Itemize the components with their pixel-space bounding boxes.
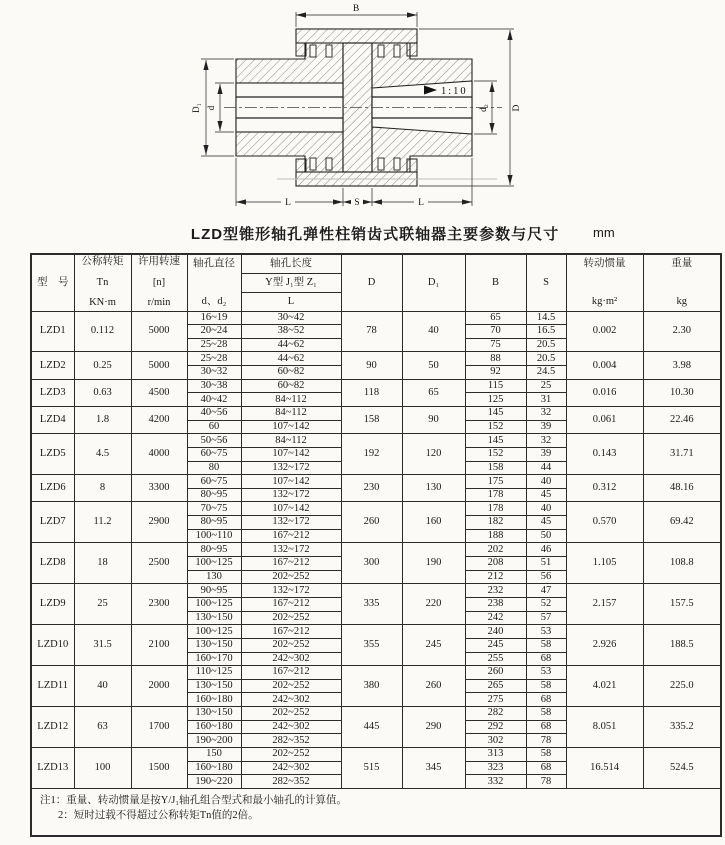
cell-bore-diameter: 25~28: [187, 352, 241, 366]
cell-bore-diameter: 30~38: [187, 379, 241, 393]
cell-B: 292: [465, 720, 526, 734]
cell-torque: 1.8: [74, 406, 131, 433]
cell-speed: 4500: [131, 379, 187, 406]
cell-inertia: 1.105: [566, 543, 643, 584]
cell-bore-diameter: 50~56: [187, 434, 241, 448]
cell-model: LZD10: [31, 625, 74, 666]
cell-bore-diameter: 100~125: [187, 557, 241, 571]
cell-S: 53: [526, 625, 566, 639]
cell-S: 45: [526, 516, 566, 530]
cell-S: 68: [526, 761, 566, 775]
header-bore-length-types: Y型 J₁型 Z₁: [241, 273, 341, 292]
cell-bore-diameter: 40~42: [187, 393, 241, 407]
cell-bore-length: 282~352: [241, 775, 341, 789]
cell-weight: 188.5: [643, 625, 721, 666]
cell-weight: 31.71: [643, 434, 721, 475]
table-row: [31, 707, 721, 721]
cell-S: 39: [526, 447, 566, 461]
cell-speed: 2100: [131, 625, 187, 666]
cell-bore-length: 202~252: [241, 611, 341, 625]
header-inertia: [566, 254, 643, 311]
cell-D: 335: [341, 584, 402, 625]
cell-bore-diameter: 130~150: [187, 707, 241, 721]
cell-bore-length: 282~352: [241, 734, 341, 748]
cell-speed: 2000: [131, 666, 187, 707]
cell-model: LZD9: [31, 584, 74, 625]
cell-bore-length: 44~62: [241, 352, 341, 366]
dim-label-l-right: L: [418, 198, 424, 208]
cell-bore-diameter: 20~24: [187, 325, 241, 339]
cell-S: 31: [526, 393, 566, 407]
cell-model: LZD4: [31, 406, 74, 433]
page-title: LZD型锥形轴孔弹性柱销齿式联轴器主要参数与尺寸: [190, 226, 560, 243]
header-D: D: [341, 254, 402, 311]
cell-bore-length: 132~172: [241, 488, 341, 502]
cell-S: 58: [526, 638, 566, 652]
cell-B: 238: [465, 597, 526, 611]
header-torque-line1: 公称转矩: [81, 256, 124, 268]
cell-bore-length: 44~62: [241, 338, 341, 352]
header-S: S: [526, 254, 566, 311]
cell-inertia: 0.143: [566, 434, 643, 475]
dim-label-b: B: [352, 4, 360, 14]
table-body: [31, 311, 721, 788]
cell-B: 323: [465, 761, 526, 775]
cell-bore-length: 107~142: [241, 475, 341, 489]
cell-bore-diameter: 130~150: [187, 638, 241, 652]
cell-torque: 18: [74, 543, 131, 584]
cell-D1: 50: [402, 352, 465, 379]
header-inertia-line1: 转动惯量: [583, 257, 626, 269]
cell-bore-diameter: 150: [187, 748, 241, 762]
cell-torque: 0.25: [74, 352, 131, 379]
cell-torque: 8: [74, 475, 131, 502]
cell-D1: 120: [402, 434, 465, 475]
cell-bore-diameter: 110~125: [187, 666, 241, 680]
cell-bore-diameter: 90~95: [187, 584, 241, 598]
dim-label-d-bore: d: [206, 105, 216, 111]
title-row: [30, 223, 720, 245]
cell-bore-diameter: 60~75: [187, 475, 241, 489]
cell-B: 178: [465, 502, 526, 516]
cell-B: 302: [465, 734, 526, 748]
table-row: [31, 625, 721, 639]
cell-B: 175: [465, 475, 526, 489]
cell-bore-length: 167~212: [241, 625, 341, 639]
cell-S: 32: [526, 406, 566, 420]
cell-model: LZD13: [31, 748, 74, 789]
cell-weight: 225.0: [643, 666, 721, 707]
cell-model: LZD2: [31, 352, 74, 379]
cell-bore-diameter: 160~180: [187, 720, 241, 734]
cell-speed: 1500: [131, 748, 187, 789]
cell-B: 332: [465, 775, 526, 789]
cell-B: 240: [465, 625, 526, 639]
cell-D: 192: [341, 434, 402, 475]
cell-bore-length: 132~172: [241, 461, 341, 475]
cell-model: LZD11: [31, 666, 74, 707]
cell-B: 208: [465, 557, 526, 571]
cell-weight: 2.30: [643, 311, 721, 352]
cell-B: 70: [465, 325, 526, 339]
cell-D1: 345: [402, 748, 465, 789]
cell-B: 178: [465, 488, 526, 502]
cell-D: 380: [341, 666, 402, 707]
cell-bore-length: 242~302: [241, 693, 341, 707]
cell-S: 51: [526, 557, 566, 571]
header-weight: [643, 254, 721, 311]
cell-speed: 3300: [131, 475, 187, 502]
header-weight-line2: kg: [676, 295, 687, 307]
cell-bore-diameter: 80: [187, 461, 241, 475]
cell-weight: 22.46: [643, 406, 721, 433]
table-row: [31, 352, 721, 366]
cell-B: 275: [465, 693, 526, 707]
cell-S: 58: [526, 748, 566, 762]
cell-torque: 25: [74, 584, 131, 625]
dim-label-d-outer: D: [512, 104, 522, 112]
cell-bore-length: 202~252: [241, 570, 341, 584]
cell-S: 40: [526, 502, 566, 516]
cell-B: 92: [465, 366, 526, 380]
cell-weight: 69.42: [643, 502, 721, 543]
cell-bore-length: 107~142: [241, 420, 341, 434]
cell-D: 90: [341, 352, 402, 379]
cell-S: 50: [526, 529, 566, 543]
note-line-2: 2：短时过载不得超过公称转矩Tn值的2倍。: [58, 809, 259, 821]
cell-B: 152: [465, 420, 526, 434]
cell-S: 53: [526, 666, 566, 680]
cell-speed: 2300: [131, 584, 187, 625]
cell-S: 78: [526, 734, 566, 748]
cell-bore-diameter: 60: [187, 420, 241, 434]
cell-D1: 220: [402, 584, 465, 625]
cell-bore-length: 132~172: [241, 543, 341, 557]
header-bore-length-L: L: [241, 292, 341, 311]
cell-S: 58: [526, 679, 566, 693]
cell-bore-diameter: 100~110: [187, 529, 241, 543]
cell-speed: 5000: [131, 352, 187, 379]
cell-S: 68: [526, 693, 566, 707]
cell-speed: 1700: [131, 707, 187, 748]
cell-B: 212: [465, 570, 526, 584]
cell-bore-diameter: 160~180: [187, 761, 241, 775]
unit-label: mm: [593, 225, 615, 240]
cell-B: 115: [465, 379, 526, 393]
cell-bore-diameter: 130~150: [187, 611, 241, 625]
cell-torque: 11.2: [74, 502, 131, 543]
cell-torque: 63: [74, 707, 131, 748]
cell-B: 282: [465, 707, 526, 721]
cell-model: LZD5: [31, 434, 74, 475]
cell-B: 145: [465, 406, 526, 420]
cell-D: 78: [341, 311, 402, 352]
cell-B: 245: [465, 638, 526, 652]
cell-inertia: 0.016: [566, 379, 643, 406]
cell-S: 24.5: [526, 366, 566, 380]
cell-D1: 40: [402, 311, 465, 352]
cell-B: 145: [465, 434, 526, 448]
header-torque: [74, 254, 131, 311]
cell-model: LZD7: [31, 502, 74, 543]
cell-B: 242: [465, 611, 526, 625]
cell-B: 202: [465, 543, 526, 557]
cell-S: 16.5: [526, 325, 566, 339]
cell-S: 32: [526, 434, 566, 448]
cell-bore-length: 38~52: [241, 325, 341, 339]
header-inertia-line2: kg·m²: [591, 295, 618, 307]
table-row: [31, 379, 721, 393]
cell-bore-diameter: 190~220: [187, 775, 241, 789]
cell-bore-length: 202~252: [241, 748, 341, 762]
cell-torque: 0.112: [74, 311, 131, 352]
cell-bore-length: 107~142: [241, 447, 341, 461]
cell-D1: 160: [402, 502, 465, 543]
table-row: [31, 502, 721, 516]
cell-bore-length: 167~212: [241, 557, 341, 571]
cell-weight: 10.30: [643, 379, 721, 406]
cell-D: 260: [341, 502, 402, 543]
cell-bore-diameter: 130~150: [187, 679, 241, 693]
header-speed-line2: [n]: [152, 276, 166, 288]
cell-S: 45: [526, 488, 566, 502]
cell-S: 58: [526, 707, 566, 721]
cell-D: 230: [341, 475, 402, 502]
cell-inertia: 0.570: [566, 502, 643, 543]
cell-inertia: 0.002: [566, 311, 643, 352]
cell-D: 300: [341, 543, 402, 584]
cell-torque: 31.5: [74, 625, 131, 666]
cell-model: LZD8: [31, 543, 74, 584]
cell-B: 88: [465, 352, 526, 366]
cell-bore-length: 202~252: [241, 679, 341, 693]
cell-bore-length: 202~252: [241, 707, 341, 721]
cell-B: 260: [465, 666, 526, 680]
cell-S: 78: [526, 775, 566, 789]
cell-bore-diameter: 70~75: [187, 502, 241, 516]
cell-inertia: 2.157: [566, 584, 643, 625]
cell-S: 57: [526, 611, 566, 625]
dim-label-d2: d₂: [478, 104, 488, 112]
cell-inertia: 8.051: [566, 707, 643, 748]
header-speed: [131, 254, 187, 311]
cell-B: 75: [465, 338, 526, 352]
cell-B: 255: [465, 652, 526, 666]
cell-D: 118: [341, 379, 402, 406]
cell-bore-diameter: 160~170: [187, 652, 241, 666]
cell-model: LZD3: [31, 379, 74, 406]
cell-D: 515: [341, 748, 402, 789]
cell-bore-diameter: 80~95: [187, 516, 241, 530]
cell-bore-length: 242~302: [241, 761, 341, 775]
cell-speed: 2500: [131, 543, 187, 584]
cell-B: 152: [465, 447, 526, 461]
cell-D1: 90: [402, 406, 465, 433]
table-row: [31, 406, 721, 420]
coupling-drawing: [0, 0, 725, 218]
cell-bore-length: 132~172: [241, 584, 341, 598]
cell-bore-length: 60~82: [241, 366, 341, 380]
table-row: [31, 748, 721, 762]
cell-torque: 40: [74, 666, 131, 707]
table-row: [31, 666, 721, 680]
cell-weight: 335.2: [643, 707, 721, 748]
cell-D1: 190: [402, 543, 465, 584]
header-bore-dia-line1: 轴孔直径: [193, 257, 235, 269]
spec-table: [30, 253, 722, 837]
cell-S: 68: [526, 652, 566, 666]
header-torque-line2: Tn: [96, 276, 109, 288]
cell-bore-diameter: 130: [187, 570, 241, 584]
cell-speed: 2900: [131, 502, 187, 543]
cell-bore-length: 242~302: [241, 652, 341, 666]
cell-inertia: 4.021: [566, 666, 643, 707]
cell-bore-length: 60~82: [241, 379, 341, 393]
header-bore-length: 轴孔长度: [241, 254, 341, 273]
header-weight-line1: 重量: [671, 257, 693, 269]
table-row: [31, 543, 721, 557]
dim-label-l-left: L: [285, 198, 291, 208]
cell-torque: 0.63: [74, 379, 131, 406]
cell-speed: 4000: [131, 434, 187, 475]
cell-S: 46: [526, 543, 566, 557]
cell-model: LZD1: [31, 311, 74, 352]
cell-bore-length: 167~212: [241, 597, 341, 611]
cell-bore-length: 167~212: [241, 529, 341, 543]
cell-D1: 245: [402, 625, 465, 666]
cell-B: 232: [465, 584, 526, 598]
table-notes: [31, 788, 721, 836]
cell-bore-diameter: 60~75: [187, 447, 241, 461]
cell-inertia: 16.514: [566, 748, 643, 789]
cell-D: 355: [341, 625, 402, 666]
dim-label-d1: D₁: [191, 103, 201, 113]
cell-bore-length: 167~212: [241, 666, 341, 680]
cell-S: 39: [526, 420, 566, 434]
cell-B: 313: [465, 748, 526, 762]
cell-S: 25: [526, 379, 566, 393]
cell-D: 158: [341, 406, 402, 433]
cell-bore-diameter: 100~125: [187, 625, 241, 639]
cell-D1: 290: [402, 707, 465, 748]
cell-weight: 48.16: [643, 475, 721, 502]
note-line-1: 注1：重量、转动惯量是按Y/J₁轴孔组合型式和最小轴孔的计算值。: [40, 794, 347, 806]
header-speed-line3: r/min: [147, 297, 171, 309]
cell-torque: 4.5: [74, 434, 131, 475]
cell-bore-diameter: 40~56: [187, 406, 241, 420]
cell-model: LZD12: [31, 707, 74, 748]
cell-weight: 3.98: [643, 352, 721, 379]
cell-D1: 260: [402, 666, 465, 707]
cell-S: 14.5: [526, 311, 566, 325]
cell-bore-diameter: 100~125: [187, 597, 241, 611]
cell-B: 265: [465, 679, 526, 693]
cell-S: 20.5: [526, 352, 566, 366]
cell-bore-length: 242~302: [241, 720, 341, 734]
cell-inertia: 0.004: [566, 352, 643, 379]
taper-label: 1:10: [441, 86, 468, 97]
table-row: [31, 434, 721, 448]
cell-model: LZD6: [31, 475, 74, 502]
header-model: 型 号: [31, 254, 74, 311]
cell-S: 47: [526, 584, 566, 598]
cell-bore-length: 107~142: [241, 502, 341, 516]
dim-b: [296, 12, 417, 27]
cell-speed: 5000: [131, 311, 187, 352]
notes-cell: [31, 788, 721, 836]
cell-S: 40: [526, 475, 566, 489]
cell-bore-diameter: 30~32: [187, 366, 241, 380]
cell-weight: 157.5: [643, 584, 721, 625]
cell-bore-length: 30~42: [241, 311, 341, 325]
table-header: [31, 254, 721, 311]
cell-weight: 524.5: [643, 748, 721, 789]
cell-inertia: 0.061: [566, 406, 643, 433]
cell-bore-diameter: 16~19: [187, 311, 241, 325]
cell-inertia: 0.312: [566, 475, 643, 502]
cell-bore-diameter: 80~95: [187, 543, 241, 557]
table-row: [31, 475, 721, 489]
cell-B: 182: [465, 516, 526, 530]
header-torque-line3: KN·m: [89, 297, 116, 309]
cell-S: 44: [526, 461, 566, 475]
cell-S: 68: [526, 720, 566, 734]
cell-bore-diameter: 80~95: [187, 488, 241, 502]
cell-S: 56: [526, 570, 566, 584]
header-bore-diameter: [187, 254, 241, 311]
cell-speed: 4200: [131, 406, 187, 433]
cell-B: 125: [465, 393, 526, 407]
cell-D1: 65: [402, 379, 465, 406]
cell-bore-diameter: 160~180: [187, 693, 241, 707]
cell-S: 52: [526, 597, 566, 611]
cell-bore-length: 84~112: [241, 434, 341, 448]
cell-bore-diameter: 25~28: [187, 338, 241, 352]
table-row: [31, 584, 721, 598]
cell-D: 445: [341, 707, 402, 748]
cell-torque: 100: [74, 748, 131, 789]
cell-B: 188: [465, 529, 526, 543]
table-row: [31, 311, 721, 325]
cell-D1: 130: [402, 475, 465, 502]
cell-B: 158: [465, 461, 526, 475]
cell-bore-diameter: 190~200: [187, 734, 241, 748]
header-D1: D₁: [402, 254, 465, 311]
header-bore-dia-line2: d、d₂: [201, 295, 227, 307]
cell-inertia: 2.926: [566, 625, 643, 666]
cell-B: 65: [465, 311, 526, 325]
cell-bore-length: 84~112: [241, 406, 341, 420]
cell-bore-length: 84~112: [241, 393, 341, 407]
dim-label-s: S: [354, 198, 360, 208]
cell-bore-length: 202~252: [241, 638, 341, 652]
cell-S: 20.5: [526, 338, 566, 352]
header-speed-line1: 许用转速: [138, 256, 180, 268]
header-B: B: [465, 254, 526, 311]
cell-bore-length: 132~172: [241, 516, 341, 530]
cell-weight: 108.8: [643, 543, 721, 584]
